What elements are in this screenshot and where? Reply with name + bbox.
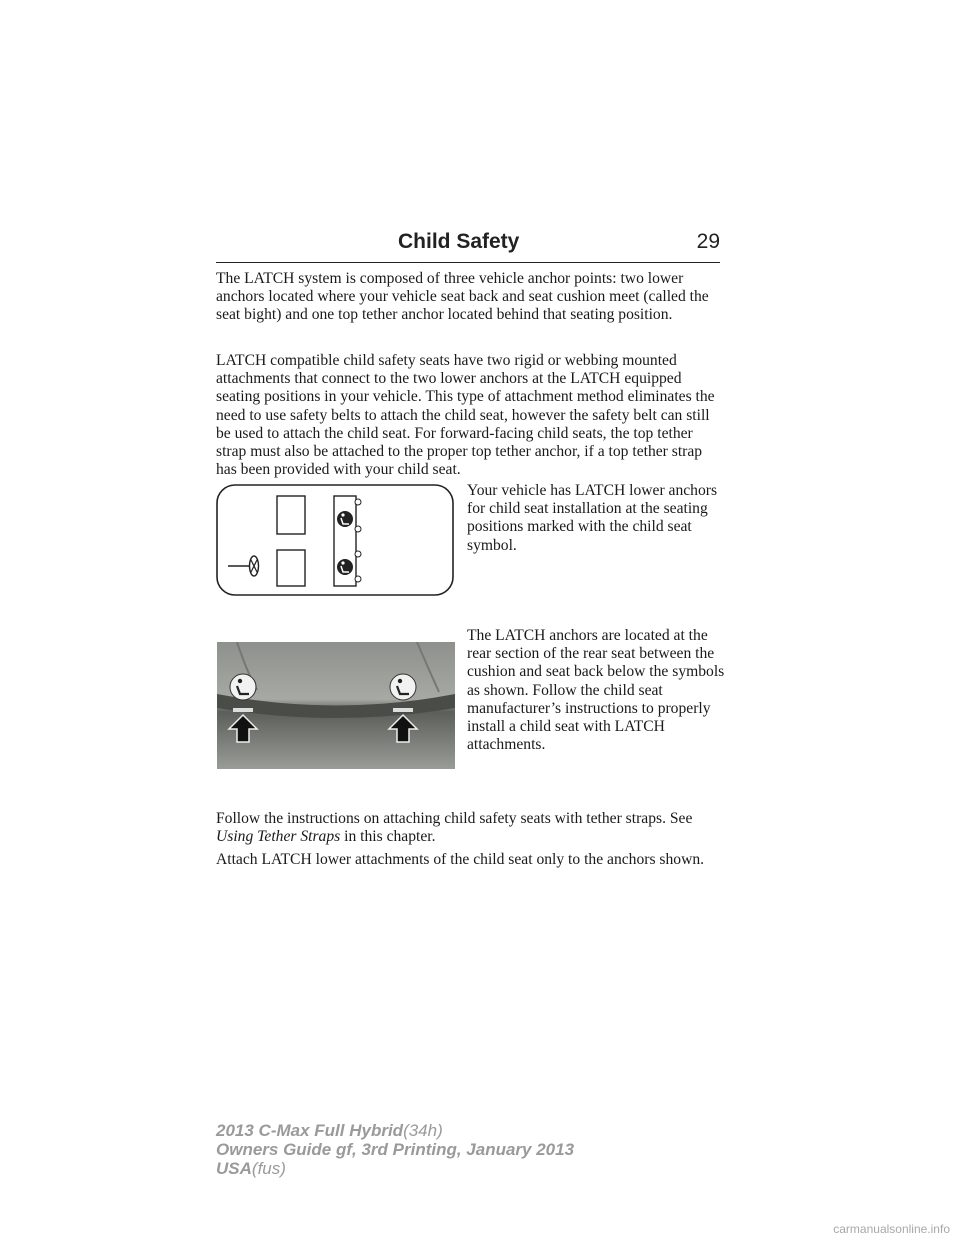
- footer-model-code: (34h): [403, 1121, 443, 1140]
- tether-text-end: in this chapter.: [344, 828, 436, 846]
- paragraph-latch-system: The LATCH system is composed of three vehicle anchor points: two lower anchors located where your vehicle seat back and seat cushion meet (called the seat bight) and one top tether anchor located behind that seating position.: [216, 270, 709, 324]
- child-seat-icon: [390, 674, 416, 700]
- rear-seat-anchor-photo: [217, 642, 455, 769]
- paragraph-tether-instructions: [216, 810, 726, 846]
- section-title: Child Safety: [398, 230, 520, 253]
- footer-edition: Owners Guide gf, 3rd Printing, January 2013: [216, 1140, 575, 1159]
- tether-text: Follow the instructions on attaching child safety seats with tether straps. See: [216, 810, 693, 827]
- tether-straps-reference[interactable]: Using Tether Straps: [216, 828, 341, 846]
- paragraph-latch-anchors-locations: Your vehicle has LATCH lower anchors for child seat installation at the seating positions marked with the child seat symbol.: [467, 482, 718, 554]
- child-seat-icon: [337, 559, 353, 575]
- footer-market: USA: [216, 1159, 252, 1178]
- footer-market-code: (fus): [251, 1159, 286, 1178]
- child-seat-icon: [337, 511, 353, 527]
- footer-model: 2013 C-Max Full Hybrid: [216, 1121, 404, 1140]
- paragraph-latch-compatible: LATCH compatible child safety seats have two rigid or webbing mounted attachments that connect to the two lower anchors at the LATCH equipped seating positions in your vehicle. This type of attachment method eliminates the need to use safety belts to attach the child seat, however the safety belt can still be used to attach the child seat. For forward-facing child seats, the top tether strap must also be attached to the proper top tether anchor, if a top tether strap has been provided with your child seat.: [216, 352, 715, 479]
- watermark-link[interactable]: carmanualsonline.info: [833, 1222, 950, 1236]
- page-header: [216, 228, 720, 263]
- paragraph-attach-lower-anchors: Attach LATCH lower attachments of the child seat only to the anchors shown.: [216, 851, 705, 868]
- front-seat-left: [277, 550, 305, 586]
- seat-layout-diagram: [216, 484, 454, 596]
- paragraph-latch-anchor-location: The LATCH anchors are located at the rear section of the rear seat between the cushion and seat back below the symbols as shown. Follow the child seat manufacturer’s instructions to properly install a child seat with LATCH attachments.: [467, 627, 725, 754]
- page-number: 29: [696, 230, 720, 253]
- child-seat-icon: [230, 674, 256, 700]
- document-footer: [216, 1121, 574, 1178]
- front-seat-right: [277, 496, 305, 534]
